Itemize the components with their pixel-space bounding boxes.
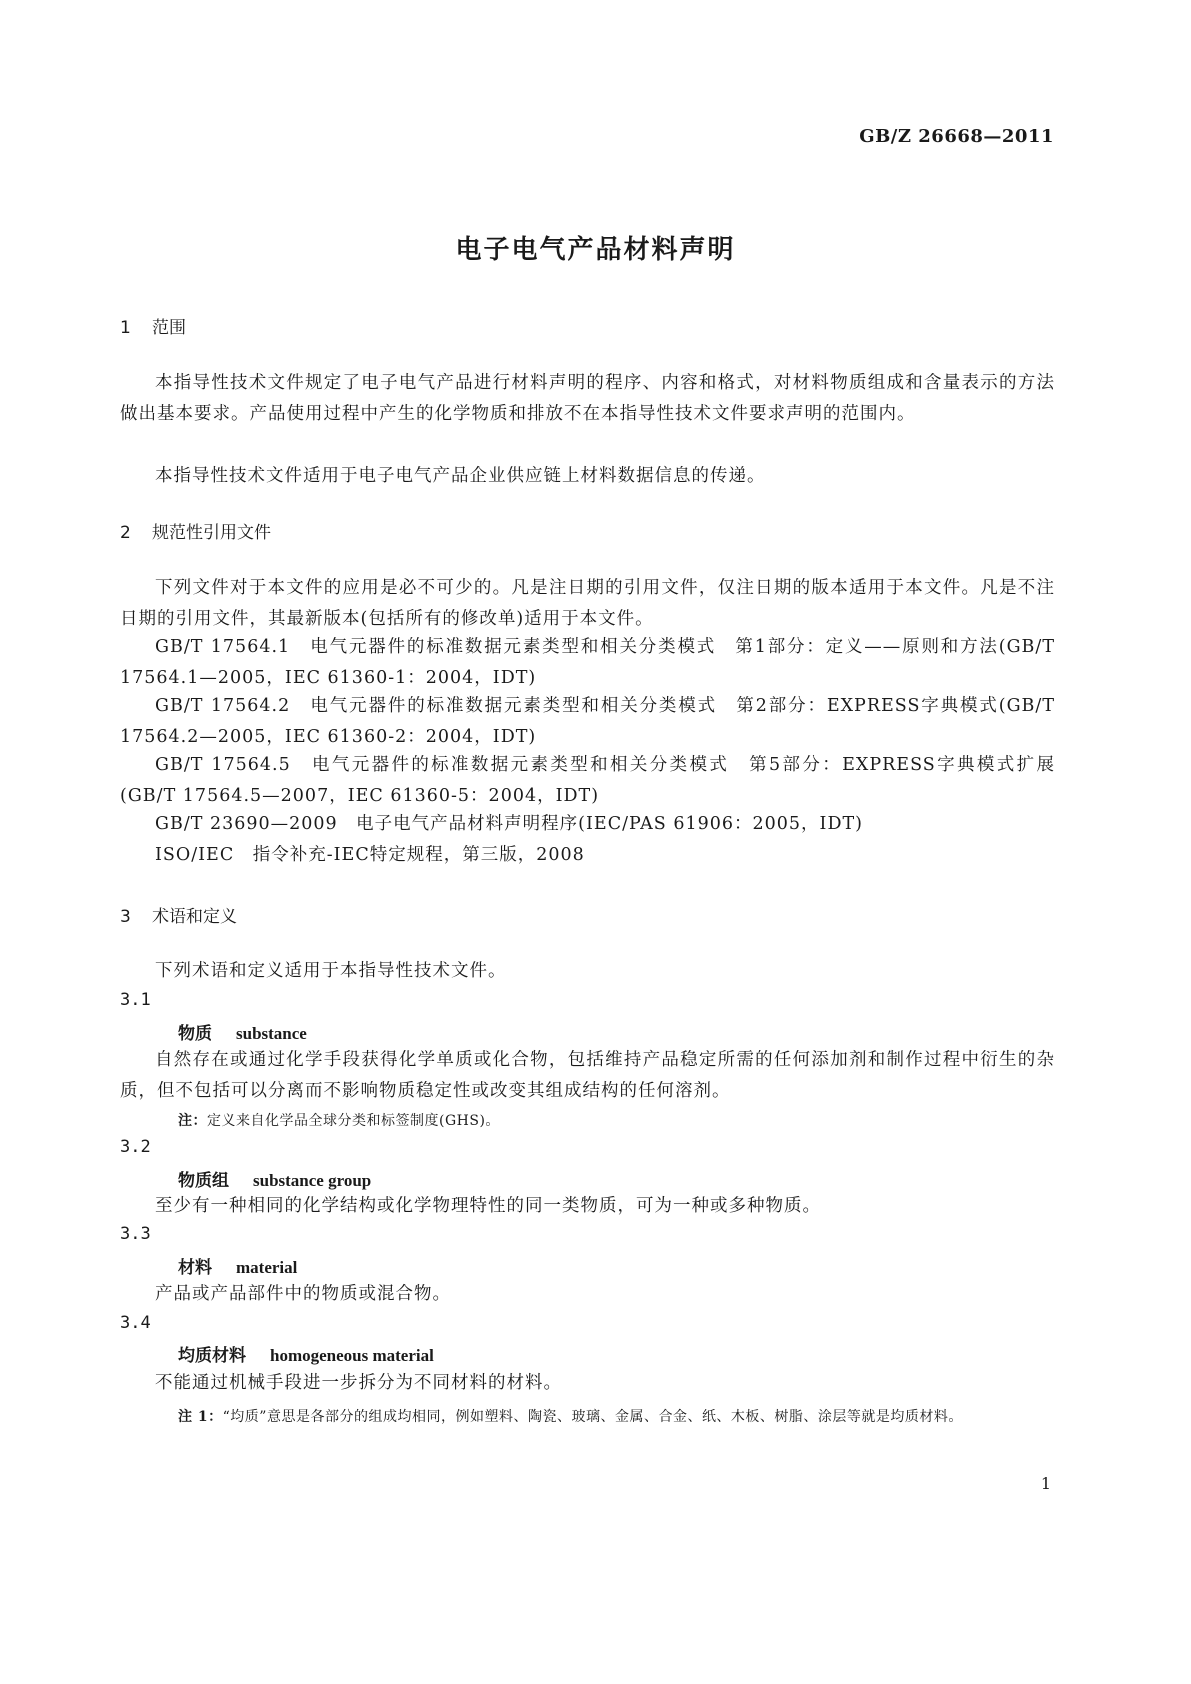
term-definition: 不能通过机械手段进一步拆分为不同材料的材料。	[155, 1373, 562, 1393]
term-heading	[178, 1166, 371, 1191]
term-note	[178, 1406, 963, 1426]
note-label: 注 1：	[178, 1409, 223, 1425]
reference-item: GB/T 17564.5 电气元器件的标准数据元素类型和相关分类模式 第5部分：EXPRESS字典模式扩展(GB/T 17564.5—2007，IEC 61360-5：2004，IDT)	[120, 755, 1055, 806]
term-zh: 材料	[178, 1258, 212, 1278]
term-zh: 物质组	[178, 1171, 229, 1191]
section-heading-3	[120, 902, 237, 927]
term-definition: 自然存在或通过化学手段获得化学单质或化合物，包括维持产品稳定所需的任何添加剂和制作过程中衍生的杂质，但不包括可以分离而不影响物质稳定性或改变其组成结构的任何溶剂。	[120, 1050, 1055, 1101]
term-definition: 产品或产品部件中的物质或混合物。	[155, 1284, 451, 1304]
page-number: 1	[1040, 1474, 1051, 1493]
term-en: homogeneous material	[270, 1346, 434, 1365]
term-definition: 至少有一种相同的化学结构或化学物理特性的同一类物质，可为一种或多种物质。	[155, 1196, 821, 1216]
section-number: 3	[120, 907, 131, 927]
scope-paragraph-1: 本指导性技术文件规定了电子电气产品进行材料声明的程序、内容和格式，对材料物质组成和含量表示的方法做出基本要求。产品使用过程中产生的化学物质和排放不在本指导性技术文件要求声明的范围内。	[120, 373, 1055, 424]
note-label: 注：	[178, 1113, 207, 1129]
term-heading	[178, 1341, 434, 1366]
section-title: 范围	[152, 318, 186, 338]
section-title: 规范性引用文件	[152, 523, 271, 543]
note-text: “均质”意思是各部分的组成均相同，例如塑料、陶瓷、玻璃、金属、合金、纸、木板、树脂、涂层等就是均质材料。	[222, 1409, 963, 1425]
reference-item: GB/T 23690—2009 电子电气产品材料声明程序(IEC/PAS 61906：2005，IDT)	[155, 814, 863, 834]
term-heading	[178, 1253, 297, 1278]
terms-intro: 下列术语和定义适用于本指导性技术文件。	[155, 961, 507, 981]
term-en: substance	[236, 1024, 307, 1043]
scope-paragraph-2: 本指导性技术文件适用于电子电气产品企业供应链上材料数据信息的传递。	[155, 466, 766, 486]
term-number: 3.1	[120, 990, 151, 1010]
section-number: 2	[120, 523, 131, 543]
term-number: 3.2	[120, 1137, 151, 1157]
standard-code: GB/Z 26668—2011	[859, 126, 1054, 147]
term-note	[178, 1110, 500, 1130]
term-number: 3.4	[120, 1313, 151, 1333]
reference-item: GB/T 17564.1 电气元器件的标准数据元素类型和相关分类模式 第1部分：定义——原则和方法(GB/T 17564.1—2005，IEC 61360-1：2004，IDT)	[120, 637, 1055, 688]
document-title: 电子电气产品材料声明	[455, 235, 736, 265]
section-heading-2	[120, 518, 271, 543]
term-zh: 物质	[178, 1024, 212, 1044]
term-zh: 均质材料	[178, 1346, 246, 1366]
term-number: 3.3	[120, 1224, 151, 1244]
term-en: material	[236, 1258, 298, 1277]
reference-item: GB/T 17564.2 电气元器件的标准数据元素类型和相关分类模式 第2部分：EXPRESS字典模式(GB/T 17564.2—2005，IEC 61360-2：2004，IDT)	[120, 696, 1055, 747]
term-en: substance group	[253, 1171, 372, 1190]
reference-item: ISO/IEC 指令补充-IEC特定规程，第三版，2008	[155, 845, 585, 865]
note-text: 定义来自化学品全球分类和标签制度(GHS)。	[207, 1113, 500, 1129]
references-intro: 下列文件对于本文件的应用是必不可少的。凡是注日期的引用文件，仅注日期的版本适用于本文件。凡是不注日期的引用文件，其最新版本(包括所有的修改单)适用于本文件。	[120, 578, 1055, 629]
section-heading-1	[120, 313, 186, 338]
term-heading	[178, 1019, 307, 1044]
section-number: 1	[120, 318, 131, 338]
section-title: 术语和定义	[152, 907, 237, 927]
